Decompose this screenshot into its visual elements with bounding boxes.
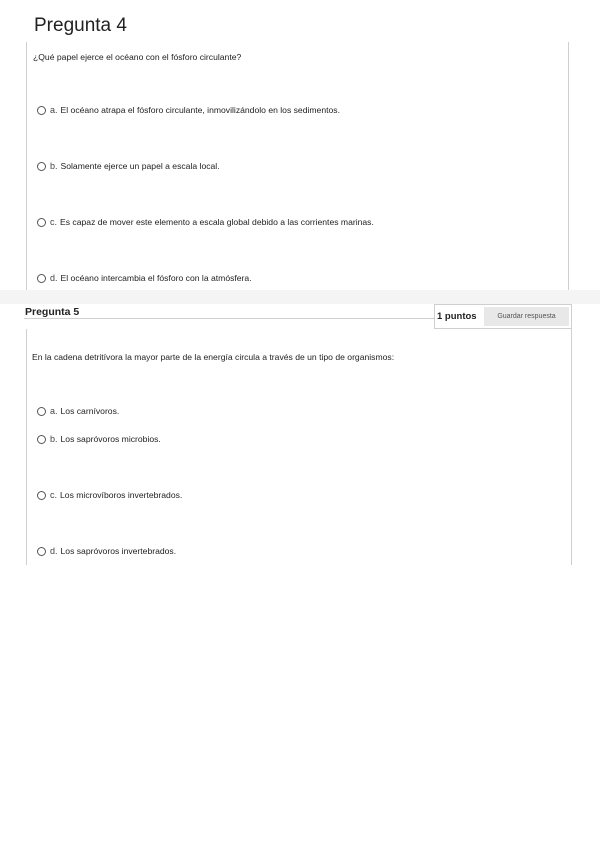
radio-button[interactable] [37,218,46,227]
question-4-option-c[interactable]: c. Es capaz de mover este elemento a escala global debido a las corrientes marinas. [37,217,374,227]
section-divider [0,290,600,304]
option-label: Los carnívoros. [60,406,120,416]
radio-button[interactable] [37,491,46,500]
radio-button[interactable] [37,435,46,444]
question-4-option-d[interactable]: d. El océano intercambia el fósforo con la atmósfera. [37,273,252,283]
radio-button[interactable] [37,106,46,115]
question-4-box [26,42,569,290]
question-5-header [24,303,572,329]
save-answer-button[interactable]: Guardar respuesta [484,307,569,326]
option-label: Solamente ejerce un papel a escala local. [60,161,220,171]
question-4-option-a[interactable]: a. El océano atrapa el fósforo circulante, inmovilizándolo en los sedimentos. [37,105,340,115]
option-label: Los sapróvoros invertebrados. [60,546,177,556]
radio-button[interactable] [37,162,46,171]
question-5-option-b[interactable]: b. Los sapróvoros microbios. [37,434,161,444]
question-5-option-a[interactable]: a. Los carnívoros. [37,406,119,416]
question-5-title: Pregunta 5 [25,306,80,318]
radio-button[interactable] [37,547,46,556]
option-label: Los sapróvoros microbios. [60,434,161,444]
question-5-option-d[interactable]: d. Los sapróvoros invertebrados. [37,546,176,556]
question-5-box [26,329,572,565]
points-label: 1 puntos [437,311,477,322]
radio-button[interactable] [37,407,46,416]
radio-button[interactable] [37,274,46,283]
question-5-text: En la cadena detritívora la mayor parte de la energía circula a través de un tipo de organismos: [32,352,395,362]
option-label: El océano intercambia el fósforo con la atmósfera. [60,273,252,283]
question-5-option-c[interactable]: c. Los microvíboros invertebrados. [37,490,182,500]
question-4-title: Pregunta 4 [34,15,127,36]
header-divider [24,318,434,319]
option-label: Es capaz de mover este elemento a escala global debido a las corrientes marinas. [60,217,374,227]
option-label: Los microvíboros invertebrados. [60,490,183,500]
question-4-option-b[interactable]: b. Solamente ejerce un papel a escala local. [37,161,220,171]
option-label: El océano atrapa el fósforo circulante, inmovilizándolo en los sedimentos. [60,105,340,115]
question-4-text: ¿Qué papel ejerce el océano con el fósforo circulante? [33,52,242,62]
points-panel [434,304,572,329]
